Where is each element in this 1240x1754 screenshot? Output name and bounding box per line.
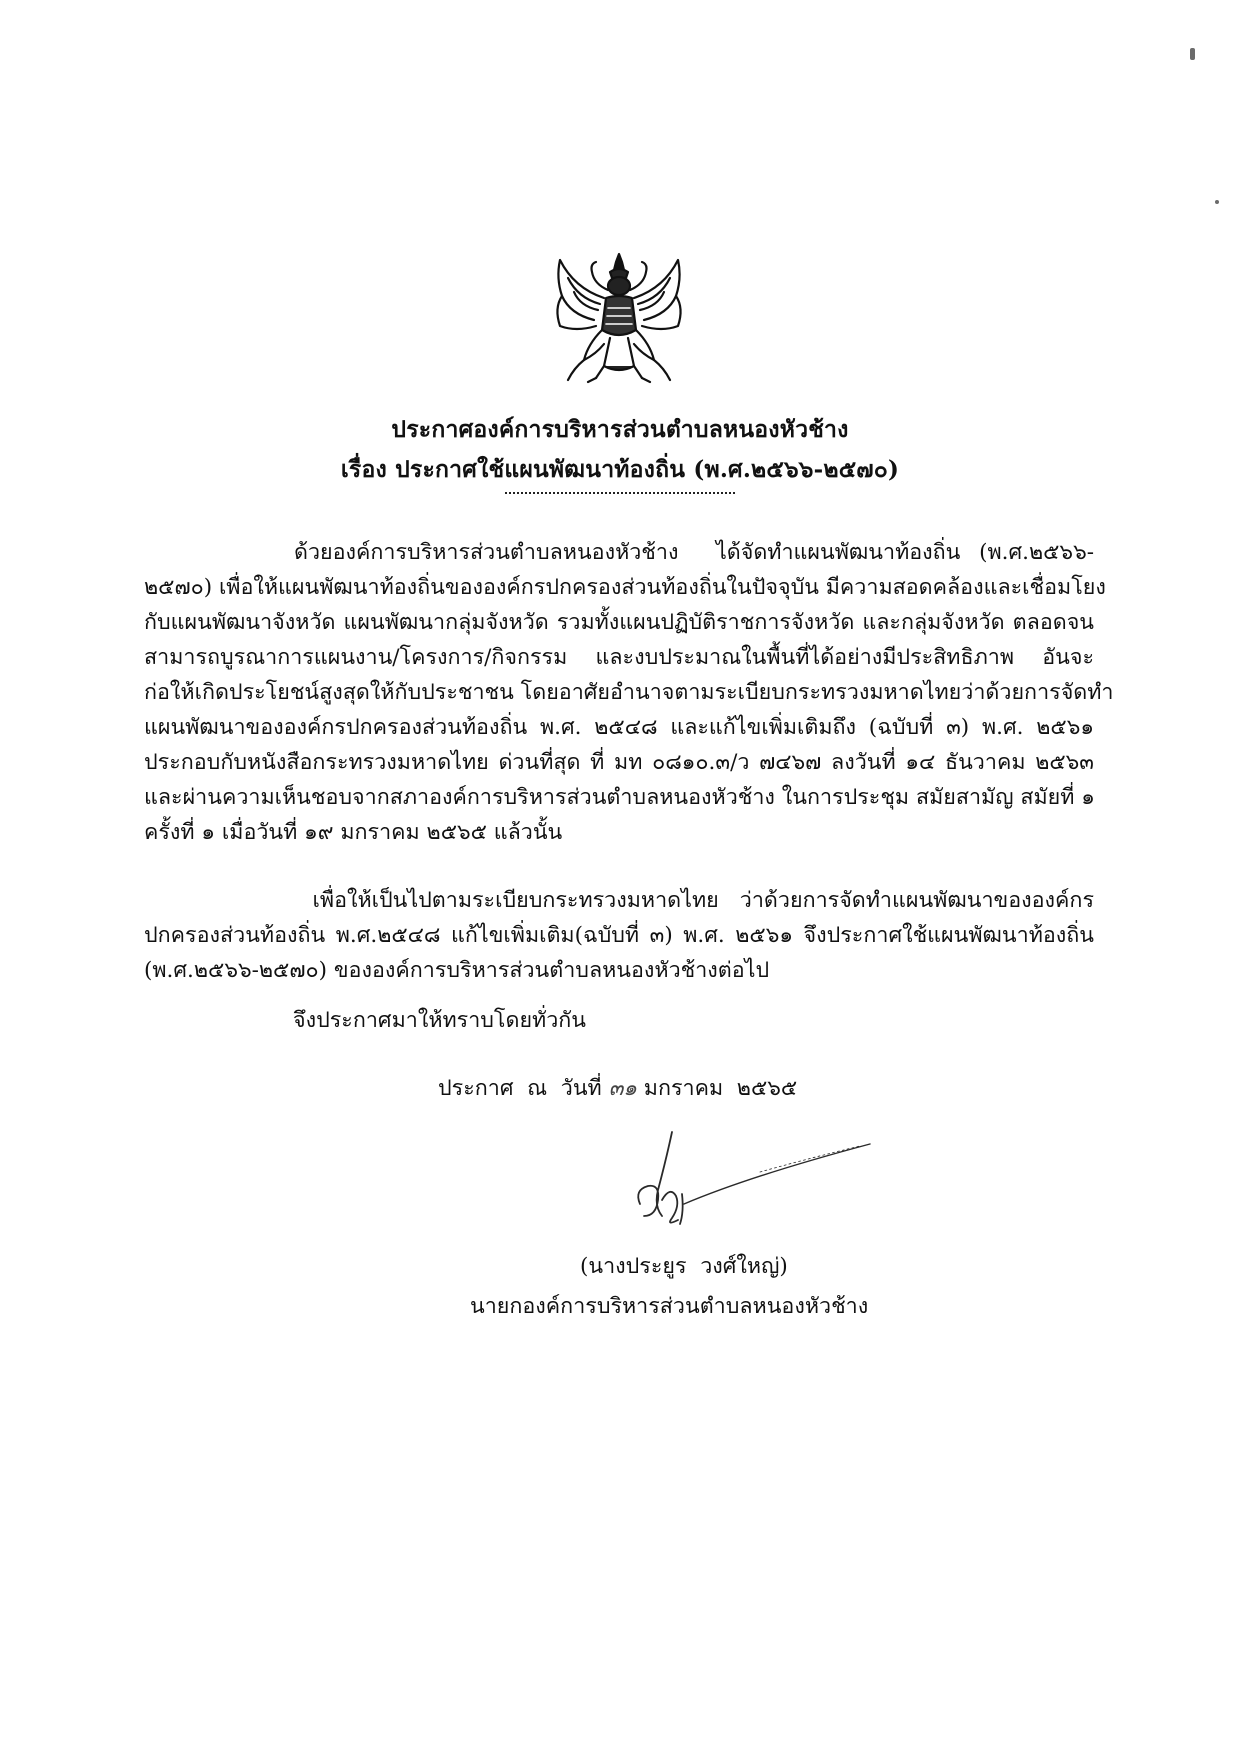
date-day-handwritten: ๓๑: [608, 1076, 637, 1101]
body-paragraph-1: [144, 535, 1114, 850]
date-month-year: มกราคม ๒๕๖๕: [643, 1076, 798, 1101]
title-divider: [505, 492, 735, 494]
announcement-subject: เรื่อง ประกาศใช้แผนพัฒนาท้องถิ่น (พ.ศ.๒๕๖๖-๒๕๗๐): [340, 456, 900, 483]
paragraph-line: ๒๕๗๐) เพื่อให้แผนพัฒนาท้องถิ่นขององค์กรปกครองส่วนท้องถิ่นในปัจจุบัน มีความสอดคล้องและเชื่อมโยง: [144, 575, 1106, 600]
closing-statement: จึงประกาศมาให้ทราบโดยทั่วกัน: [293, 1008, 587, 1033]
paragraph-line: และผ่านความเห็นชอบจากสภาองค์การบริหารส่วนตำบลหนองหัวช้าง ในการประชุม สมัยสามัญ สมัยที่ ๑: [144, 785, 1095, 810]
paragraph-line: แผนพัฒนาขององค์กรปกครองส่วนท้องถิ่น พ.ศ. ๒๕๔๘ และแก้ไขเพิ่มเติมถึง (ฉบับที่ ๓) พ.ศ. ๒๕๖๑: [144, 715, 1094, 740]
date-prefix: ประกาศ ณ วันที่: [438, 1076, 602, 1101]
paragraph-line: ประกอบกับหนังสือกระทรวงมหาดไทย ด่วนที่สุด ที่ มท ๐๘๑๐.๓/ว ๗๔๖๗ ลงวันที่ ๑๔ ธันวาคม ๒๕๖๓: [144, 750, 1094, 775]
body-paragraph-2: [144, 883, 1094, 988]
announcement-title: ประกาศองค์การบริหารส่วนตำบลหนองหัวช้าง: [391, 416, 849, 443]
paragraph-line: สามารถบูรณาการแผนงาน/โครงการ/กิจกรรม และงบประมาณในพื้นที่ได้อย่างมีประสิทธิภาพ อันจะ: [144, 645, 1094, 670]
announcement-date: [438, 1071, 797, 1105]
paragraph-line: (พ.ศ.๒๕๖๖-๒๕๗๐) ขององค์การบริหารส่วนตำบลหนองหัวช้างต่อไป: [144, 958, 770, 983]
garuda-emblem-icon: [544, 248, 694, 388]
paragraph-line: ครั้งที่ ๑ เมื่อวันที่ ๑๙ มกราคม ๒๕๖๕ แล้วนั้น: [144, 820, 563, 845]
signer-title: นายกองค์การบริหารส่วนตำบลหนองหัวช้าง: [470, 1294, 869, 1319]
scan-speck: [1190, 48, 1195, 60]
scan-speck: [1215, 200, 1219, 204]
paragraph-line: ปกครองส่วนท้องถิ่น พ.ศ.๒๕๔๘ แก้ไขเพิ่มเติม(ฉบับที่ ๓) พ.ศ. ๒๕๖๑ จึงประกาศใช้แผนพัฒนาท้องถิ่น: [144, 923, 1094, 948]
paragraph-line: เพื่อให้เป็นไปตามระเบียบกระทรวงมหาดไทย ว่าด้วยการจัดทำแผนพัฒนาขององค์กร: [144, 888, 1094, 913]
signer-name: (นางประยูร วงศ์ใหญ่): [580, 1254, 788, 1279]
paragraph-line: กับแผนพัฒนาจังหวัด แผนพัฒนากลุ่มจังหวัด รวมทั้งแผนปฏิบัติราชการจังหวัด และกลุ่มจังหวัด ตลอดจน: [144, 610, 1094, 635]
paragraph-line: ก่อให้เกิดประโยชน์สูงสุดให้กับประชาชน โดยอาศัยอำนาจตามระเบียบกระทรวงมหาดไทยว่าด้วยการจัดทำ: [144, 680, 1114, 705]
handwritten-signature: [600, 1120, 900, 1240]
paragraph-line: ด้วยองค์การบริหารส่วนตำบลหนองหัวช้าง ได้จัดทำแผนพัฒนาท้องถิ่น (พ.ศ.๒๕๖๖-: [144, 540, 1094, 565]
